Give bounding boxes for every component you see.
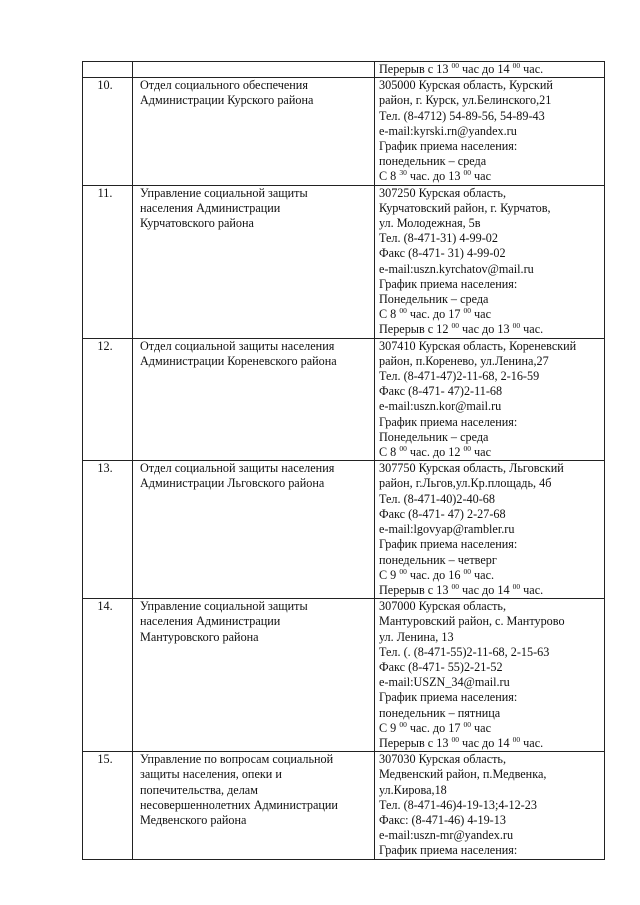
contact-info-line: График приема населения: bbox=[379, 537, 518, 552]
table-row bbox=[83, 461, 605, 599]
agency-name bbox=[133, 62, 375, 78]
agency-name-line: Управление социальной защиты bbox=[140, 185, 308, 200]
time-minutes-superscript: 00 bbox=[451, 321, 459, 331]
contact-info-line: Перерыв с 13 $^{00}$ час до 14 $^{00}$ час. bbox=[379, 734, 544, 750]
contact-info bbox=[375, 599, 605, 752]
table-row bbox=[83, 185, 605, 338]
time-minutes-superscript: 00 bbox=[399, 306, 407, 316]
contact-info-line: e-mail:lgovyap@rambler.ru bbox=[379, 522, 515, 537]
agency-name-line: Администрации Льговского района bbox=[140, 476, 325, 491]
agency-name-line: несовершеннолетних Администрации bbox=[140, 797, 338, 812]
contact-info-line: График приема населения: bbox=[379, 690, 518, 705]
row-number: 11. bbox=[83, 185, 133, 338]
contact-info-line: 307410 Курская область, Кореневский bbox=[379, 338, 577, 353]
agency-name bbox=[133, 78, 375, 185]
contact-info-line: понедельник – пятница bbox=[379, 705, 501, 720]
contact-info-line: График приема населения: bbox=[379, 843, 518, 858]
contact-info-line: ул.Кирова,18 bbox=[379, 782, 447, 797]
contact-info-line: Перерыв с 13 $^{00}$ час до 14 $^{00}$ час. bbox=[379, 61, 544, 76]
time-minutes-superscript: 00 bbox=[399, 566, 407, 576]
contact-info-line: С 9 $^{00}$ час. до 17 $^{00}$ час bbox=[379, 719, 491, 735]
table-row bbox=[83, 78, 605, 185]
contact-info-line: понедельник – четверг bbox=[379, 552, 497, 567]
time-minutes-superscript: 00 bbox=[463, 566, 471, 576]
contact-info-line: e-mail:uszn.kyrchatov@mail.ru bbox=[379, 261, 534, 276]
agency-name-line: Курчатовского района bbox=[140, 216, 254, 231]
time-minutes-superscript: 00 bbox=[451, 734, 459, 744]
contact-info bbox=[375, 752, 605, 859]
social-services-table bbox=[82, 61, 605, 860]
row-number: 13. bbox=[83, 461, 133, 599]
contact-info bbox=[375, 78, 605, 185]
time-minutes-superscript: 00 bbox=[399, 444, 407, 454]
table-row bbox=[83, 338, 605, 461]
contact-info-line: Курчатовский район, г. Курчатов, bbox=[379, 200, 551, 215]
contact-info-line: e-mail:USZN_34@mail.ru bbox=[379, 675, 510, 690]
contact-info-line: 307030 Курская область, bbox=[379, 752, 507, 767]
time-minutes-superscript: 00 bbox=[512, 321, 521, 331]
time-minutes-superscript: 00 bbox=[463, 719, 471, 729]
contact-info-line: Мантуровский район, с. Мантурово bbox=[379, 614, 565, 629]
contact-info-line: район, г.Льгов,ул.Кр.площадь, 4б bbox=[379, 476, 552, 491]
contact-info-line: район, г. Курск, ул.Белинского,21 bbox=[379, 93, 552, 108]
agency-name-line: Администрации Курского района bbox=[140, 93, 314, 108]
agency-name-line: населения Администрации bbox=[140, 200, 281, 215]
agency-name-line: попечительства, делам bbox=[140, 782, 258, 797]
contact-info-line: График приема населения: bbox=[379, 139, 518, 154]
agency-name-line: Медвенского района bbox=[140, 812, 247, 827]
agency-name bbox=[133, 752, 375, 859]
time-minutes-superscript: 30 bbox=[399, 168, 407, 178]
time-minutes-superscript: 00 bbox=[512, 581, 521, 591]
agency-name-line: Отдел социального обеспечения bbox=[140, 78, 308, 93]
contact-info-line: понедельник – среда bbox=[379, 154, 487, 169]
agency-name-line: Мантуровского района bbox=[140, 629, 259, 644]
contact-info-line: район, п.Коренево, ул.Ленина,27 bbox=[379, 353, 549, 368]
contact-info-line: ул. Ленина, 13 bbox=[379, 629, 454, 644]
row-number: 14. bbox=[83, 599, 133, 752]
row-number: 12. bbox=[83, 338, 133, 461]
agency-name bbox=[133, 599, 375, 752]
contact-info-line: Тел. (. (8-471-55)2-11-68, 2-15-63 bbox=[379, 644, 550, 659]
table-body bbox=[83, 62, 605, 860]
row-number bbox=[83, 62, 133, 78]
contact-info-line: 305000 Курская область, Курский bbox=[379, 78, 553, 93]
contact-info bbox=[375, 185, 605, 338]
contact-info-line: Перерыв с 12 $^{00}$ час до 13 $^{00}$ час. bbox=[379, 321, 544, 337]
time-minutes-superscript: 00 bbox=[451, 581, 459, 591]
contact-info bbox=[375, 338, 605, 461]
time-minutes-superscript: 00 bbox=[512, 734, 521, 744]
agency-name bbox=[133, 185, 375, 338]
time-minutes-superscript: 00 bbox=[399, 719, 407, 729]
contact-info-line: Факс (8-471- 31) 4-99-02 bbox=[379, 246, 506, 261]
agency-name-line: Администрации Кореневского района bbox=[140, 353, 337, 368]
row-number: 10. bbox=[83, 78, 133, 185]
agency-name bbox=[133, 461, 375, 599]
contact-info-line: Факс (8-471- 47)2-11-68 bbox=[379, 384, 503, 399]
contact-info-line: e-mail:uszn.kor@mail.ru bbox=[379, 399, 502, 414]
contact-info-line: Тел. (8-471-31) 4-99-02 bbox=[379, 231, 498, 246]
contact-info-line: Перерыв с 13 $^{00}$ час до 14 $^{00}$ час. bbox=[379, 581, 544, 597]
time-minutes-superscript: 00 bbox=[463, 168, 471, 178]
contact-info-line: e-mail:uszn-mr@yandex.ru bbox=[379, 828, 514, 843]
contact-info-line: ул. Молодежная, 5в bbox=[379, 216, 481, 231]
contact-info-line: Тел. (8-471-40)2-40-68 bbox=[379, 491, 495, 506]
contact-info-line: Медвенский район, п.Медвенка, bbox=[379, 767, 547, 782]
table-row bbox=[83, 62, 605, 78]
table-row bbox=[83, 752, 605, 859]
contact-info-line: С 8 $^{00}$ час. до 17 $^{00}$ час bbox=[379, 306, 491, 322]
contact-info-line: Факс (8-471- 55)2-21-52 bbox=[379, 659, 503, 674]
contact-info-line: С 9 $^{00}$ час. до 16 $^{00}$ час. bbox=[379, 566, 495, 582]
contact-info-line: График приема населения: bbox=[379, 276, 518, 291]
contact-info-line: 307750 Курская область, Льговский bbox=[379, 461, 564, 476]
contact-info-line: Тел. (8-4712) 54-89-56, 54-89-43 bbox=[379, 108, 545, 123]
time-minutes-superscript: 00 bbox=[512, 61, 521, 70]
contact-info bbox=[375, 461, 605, 599]
time-minutes-superscript: 00 bbox=[451, 61, 459, 70]
contact-info-line: Понедельник – среда bbox=[379, 292, 489, 307]
agency-name-line: населения Администрации bbox=[140, 614, 281, 629]
contact-info-line: Понедельник – среда bbox=[379, 429, 489, 444]
row-number: 15. bbox=[83, 752, 133, 859]
agency-name-line: Управление социальной защиты bbox=[140, 599, 308, 614]
agency-name-line: Управление по вопросам социальной bbox=[140, 752, 334, 767]
agency-name-line: защиты населения, опеки и bbox=[140, 767, 282, 782]
agency-name bbox=[133, 338, 375, 461]
agency-name-line: Отдел социальной защиты населения bbox=[140, 338, 335, 353]
contact-info-line: 307250 Курская область, bbox=[379, 185, 507, 200]
time-minutes-superscript: 00 bbox=[463, 306, 471, 316]
agency-name-line: Отдел социальной защиты населения bbox=[140, 461, 335, 476]
contact-info-line: e-mail:kyrski.rn@yandex.ru bbox=[379, 123, 517, 138]
contact-info-line: График приема населения: bbox=[379, 414, 518, 429]
table-row bbox=[83, 599, 605, 752]
time-minutes-superscript: 00 bbox=[463, 444, 471, 454]
contact-info-line: С 8 $^{30}$ час. до 13 $^{00}$ час bbox=[379, 168, 491, 184]
contact-info bbox=[375, 62, 605, 78]
contact-info-line: Тел. (8-471-46)4-19-13;4-12-23 bbox=[379, 797, 537, 812]
contact-info-line: С 8 $^{00}$ час. до 12 $^{00}$ час bbox=[379, 444, 491, 460]
contact-info-line: Тел. (8-471-47)2-11-68, 2-16-59 bbox=[379, 369, 540, 384]
contact-info-line: Факс (8-471- 47) 2-27-68 bbox=[379, 506, 506, 521]
contact-info-line: 307000 Курская область, bbox=[379, 599, 507, 614]
contact-info-line: Факс: (8-471-46) 4-19-13 bbox=[379, 812, 506, 827]
